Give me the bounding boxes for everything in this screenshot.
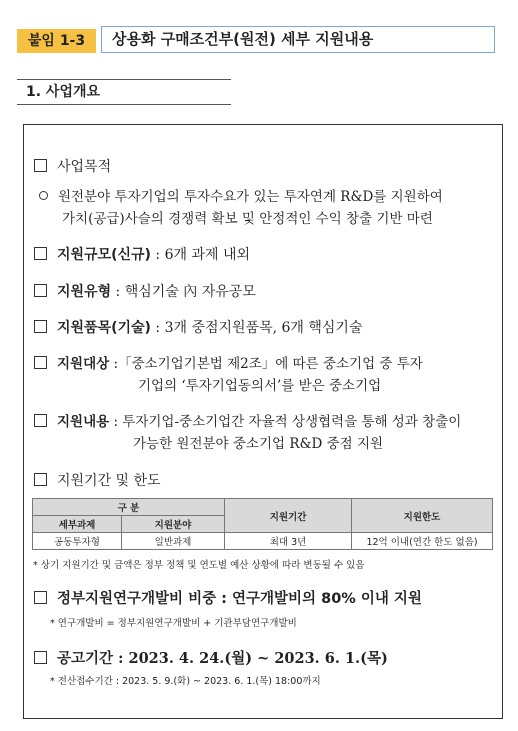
type-row [34,283,256,301]
ratio-heading: 정부지원연구개발비 비중 : 연구개발비의 80% 이내 지원 [57,591,422,607]
checkbox-square-icon [34,247,47,260]
ratio-note: * 연구개발비 = 정부지원연구개발비 + 기관부담연구개발비 [50,618,297,629]
header-field: 지원분야 [122,516,225,533]
content-line-2: 가능한 원전분야 중소기업 R&D 중점 지원 [133,436,384,452]
type-value: : 핵심기술 內 자유공모 [111,284,256,300]
type-label: 지원유형 [57,284,112,300]
target-line-1: :「중소기업기본법 제2조」에 따른 중소기업 중 투자 [109,356,423,372]
section-bottom-rule [17,104,231,105]
purpose-heading-text: 사업목적 [57,159,112,175]
ratio-row [34,590,422,608]
checkbox-square-icon [34,473,47,486]
scale-row [34,246,250,264]
purpose-line-1 [39,188,443,206]
header-group: 구 분 [33,499,225,516]
attachment-tag: 붙임 1-3 [17,29,96,53]
notice-note: * 전산접수기간 : 2023. 5. 9.(화) ~ 2023. 6. 1.(목) 18:00까지 [50,676,321,687]
purpose-heading [34,158,111,176]
header-period: 지원기간 [225,499,352,533]
header-task: 세부과제 [33,516,122,533]
section-top-rule [17,79,231,80]
items-label: 지원품목(기술) [57,320,151,336]
notice-heading: 공고기간 : 2023. 4. 24.(월) ~ 2023. 6. 1.(목) [57,650,388,667]
period-note: * 상기 지원기간 및 금액은 정부 정책 및 연도별 예산 상황에 따라 변동될 수 있음 [33,560,365,571]
section-title: 1. 사업개요 [26,84,101,100]
content-label: 지원내용 [57,414,110,430]
items-value: : 3개 중점지원품목, 6개 핵심기술 [150,320,363,336]
page-title: 상용화 구매조건부(원전) 세부 지원내용 [101,26,495,53]
purpose-line-1-text: 원전분야 투자기업의 투자수요가 있는 투자연계 R&D를 지원하여 [58,189,443,205]
target-row [34,355,423,373]
bullet-circle-icon [39,191,48,200]
checkbox-square-icon [34,320,47,333]
cell-task: 공동투자형 [33,533,122,550]
target-line-2: 기업의 ‘투자기업동의서’를 받은 중소기업 [138,378,382,394]
period-heading-text: 지원기간 및 한도 [57,473,161,489]
purpose-line-2: 가치(공급)사슬의 경쟁력 확보 및 안정적인 수익 창출 기반 마련 [62,211,433,227]
table-row [33,533,493,550]
period-heading [34,472,161,490]
cell-period: 최대 3년 [225,533,352,550]
checkbox-square-icon [34,651,47,664]
cell-field: 일반과제 [122,533,225,550]
checkbox-square-icon [34,159,47,172]
checkbox-square-icon [34,356,47,369]
content-row [34,413,461,431]
checkbox-square-icon [34,414,47,427]
notice-row [34,650,388,668]
header-limit: 지원한도 [352,499,493,533]
scale-value: : 6개 과제 내외 [150,247,250,263]
items-row [34,319,362,337]
checkbox-square-icon [34,284,47,297]
scale-label: 지원규모(신규) [57,247,151,263]
cell-limit: 12억 이내(연간 한도 없음) [352,533,493,550]
support-table [32,498,493,550]
content-line-1: : 투자기업-중소기업간 자율적 상생협력을 통해 성과 창출이 [109,414,462,430]
target-label: 지원대상 [57,356,110,372]
checkbox-square-icon [34,591,47,604]
